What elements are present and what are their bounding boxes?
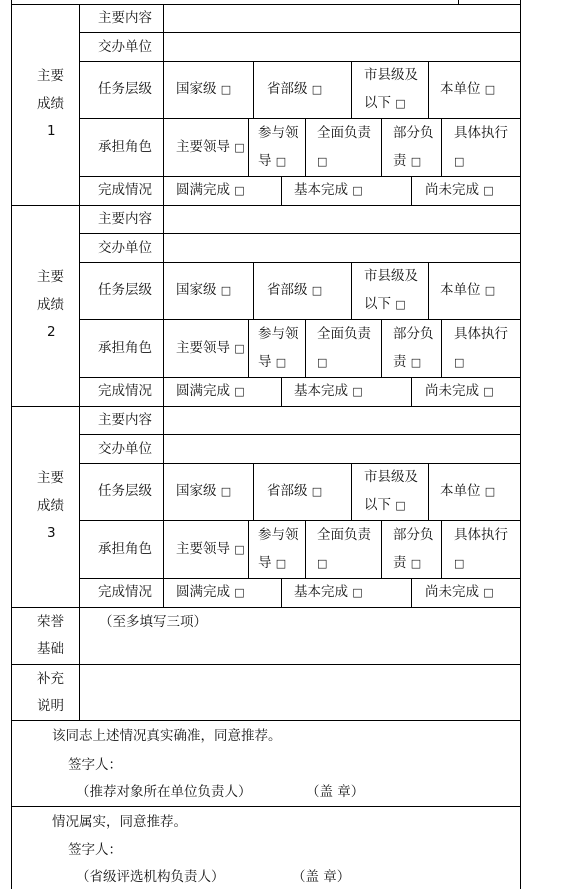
provincial-opinion-statement: [52, 813, 187, 831]
role-main-leader: [176, 138, 245, 157]
table-rule: [79, 118, 520, 119]
provincial-opinion-seal: [292, 868, 350, 886]
provincial-opinion-signer: [68, 841, 122, 859]
main-content-label-text: 主要内容: [98, 211, 152, 227]
table-rule: [163, 4, 164, 205]
level-own-unit: [440, 482, 495, 501]
checkbox[interactable]: □: [410, 557, 422, 570]
role-co-leader-line2: [258, 152, 286, 171]
unit-opinion-statement-text: 该同志上述情况真实确准，同意推荐。: [52, 728, 282, 744]
role-partial-responsible-line1-text: 部分负: [393, 326, 434, 342]
table-rule: [79, 61, 520, 62]
role-co-leader-line1: [258, 124, 299, 142]
checkbox[interactable]: □: [352, 184, 363, 197]
checkbox[interactable]: □: [234, 385, 245, 398]
completion-not-yet: [425, 382, 494, 401]
role-co-leader-line2-text: 导: [258, 354, 272, 370]
task-level-label-text: 任务层级: [98, 483, 152, 499]
section-title-line1-text: 主要: [37, 68, 64, 84]
role-executor: [454, 325, 508, 343]
section-number-text: 1: [47, 123, 56, 139]
section-number: [47, 524, 56, 542]
provincial-opinion-role-text: （省级评选机构负责人）: [76, 869, 225, 885]
level-city-county-line1-text: 市县级及: [364, 67, 418, 83]
table-rule: [428, 61, 429, 118]
checkbox[interactable]: □: [220, 485, 232, 498]
role-partial-responsible-line2-text: 责: [393, 354, 407, 370]
assigning-unit-label: [98, 239, 152, 257]
level-provincial: [267, 482, 322, 501]
role-co-leader-line1-text: 参与领: [258, 527, 299, 543]
section-number: [47, 122, 56, 140]
unit-opinion-statement: [52, 727, 282, 745]
section-title-line1-text: 主要: [37, 269, 64, 285]
role-co-leader-line2-text: 导: [258, 153, 272, 169]
role-label: [98, 540, 152, 558]
level-own-unit-text: 本单位: [440, 81, 481, 97]
level-national-text: 国家级: [176, 81, 217, 97]
table-rule: [79, 262, 520, 263]
checkbox[interactable]: □: [483, 184, 494, 197]
completion-not-yet-text: 尚未完成: [425, 182, 479, 198]
role-main-leader-text: 主要领导: [176, 541, 230, 557]
table-rule: [281, 377, 282, 406]
role-executor: [454, 526, 508, 544]
checkbox[interactable]: □: [311, 83, 323, 96]
table-rule: [381, 520, 382, 578]
section-title-line2-text: 成绩: [37, 498, 64, 514]
role-partial-responsible-line1-text: 部分负: [393, 527, 434, 543]
honor-label-line2: [37, 640, 64, 658]
role-co-leader-line1: [258, 325, 299, 343]
section-title-line2-text: 成绩: [37, 96, 64, 112]
assigning-unit-label-text: 交办单位: [98, 441, 152, 457]
table-rule: [248, 118, 249, 176]
table-rule: [305, 319, 306, 377]
task-level-label: [98, 482, 152, 500]
table-rule: [381, 118, 382, 176]
completion-not-yet: [425, 583, 494, 602]
role-co-leader-line1-text: 参与领: [258, 326, 299, 342]
unit-opinion-role-text: （推荐对象所在单位负责人）: [76, 784, 252, 800]
checkbox[interactable]: □: [454, 557, 465, 570]
checkbox[interactable]: □: [484, 83, 496, 96]
role-partial-responsible-line1: [393, 526, 434, 544]
supplement-label-line1: [37, 670, 64, 688]
supplement-label-line2-text: 说明: [37, 698, 64, 714]
table-rule: [428, 463, 429, 520]
table-rule: [281, 176, 282, 205]
table-rule: [281, 578, 282, 607]
table-rule: [411, 578, 412, 607]
table-rule: [163, 205, 164, 406]
unit-opinion-role: [76, 783, 252, 801]
level-city-county-line2-text: 以下: [364, 296, 391, 312]
checkbox[interactable]: □: [220, 83, 232, 96]
checkbox[interactable]: □: [234, 543, 245, 556]
main-content-label: [98, 210, 152, 228]
level-city-county-line1: [364, 66, 418, 84]
table-rule: [11, 0, 12, 889]
table-rule: [305, 118, 306, 176]
completion-label-text: 完成情况: [98, 182, 152, 198]
level-national-text: 国家级: [176, 282, 217, 298]
level-provincial-text: 省部级: [267, 81, 308, 97]
completion-basic-text: 基本完成: [294, 383, 348, 399]
unit-opinion-signer-text: 签字人：: [68, 757, 122, 773]
section-number-text: 3: [47, 525, 56, 541]
completion-basic-text: 基本完成: [294, 182, 348, 198]
completion-label: [98, 382, 152, 400]
table-rule: [411, 377, 412, 406]
section-title-line2: [37, 497, 64, 515]
honor-note: [99, 613, 207, 631]
task-level-label: [98, 80, 152, 98]
level-own-unit-text: 本单位: [440, 483, 481, 499]
task-level-label-text: 任务层级: [98, 81, 152, 97]
role-co-leader-line2: [258, 353, 286, 372]
checkbox[interactable]: □: [234, 184, 245, 197]
role-main-leader: [176, 339, 245, 358]
table-rule: [79, 205, 80, 406]
level-provincial-text: 省部级: [267, 282, 308, 298]
level-city-county-line1: [364, 468, 418, 486]
checkbox[interactable]: □: [484, 485, 496, 498]
checkbox[interactable]: □: [352, 385, 363, 398]
role-label-text: 承担角色: [98, 139, 152, 155]
section-title-line2-text: 成绩: [37, 297, 64, 313]
table-rule: [248, 520, 249, 578]
assigning-unit-label: [98, 440, 152, 458]
level-provincial: [267, 80, 322, 99]
level-own-unit: [440, 80, 495, 99]
role-executor-text: 具体执行: [454, 527, 508, 543]
table-rule: [441, 520, 442, 578]
table-rule: [520, 0, 521, 889]
role-partial-responsible-line2: [393, 353, 421, 372]
table-rule: [79, 176, 520, 177]
completion-perfect-text: 圆满完成: [176, 584, 230, 600]
table-rule: [248, 319, 249, 377]
role-overall-responsible: [317, 526, 371, 544]
assigning-unit-label-text: 交办单位: [98, 240, 152, 256]
level-national: [176, 281, 231, 300]
role-partial-responsible-line1: [393, 124, 434, 142]
level-national: [176, 80, 231, 99]
level-provincial-text: 省部级: [267, 483, 308, 499]
completion-label-text: 完成情况: [98, 584, 152, 600]
role-partial-responsible-line2: [393, 152, 421, 171]
role-label: [98, 138, 152, 156]
honor-note-text: （至多填写三项）: [99, 614, 207, 630]
checkbox[interactable]: □: [234, 342, 245, 355]
completion-perfect: [176, 181, 245, 200]
table-rule: [253, 61, 254, 118]
honor-label-line2-text: 基础: [37, 641, 64, 657]
table-rule: [79, 578, 520, 579]
role-co-leader-line1: [258, 526, 299, 544]
level-provincial: [267, 281, 322, 300]
provincial-opinion-signer-text: 签字人：: [68, 842, 122, 858]
role-executor: [454, 124, 508, 142]
role-overall-responsible-text: 全面负责: [317, 527, 371, 543]
table-rule: [11, 205, 520, 206]
table-rule: [79, 434, 520, 435]
table-rule: [381, 319, 382, 377]
completion-basic: [294, 583, 363, 602]
checkbox[interactable]: □: [454, 155, 465, 168]
unit-opinion-seal-text: （盖 章）: [306, 784, 365, 800]
role-main-leader-text: 主要领导: [176, 139, 230, 155]
completion-label-text: 完成情况: [98, 383, 152, 399]
checkbox[interactable]: □: [395, 298, 406, 311]
table-rule: [79, 463, 520, 464]
level-own-unit: [440, 281, 495, 300]
level-own-unit-text: 本单位: [440, 282, 481, 298]
level-city-county-line2: [364, 496, 406, 515]
level-national-text: 国家级: [176, 483, 217, 499]
level-city-county-line1-text: 市县级及: [364, 469, 418, 485]
supplement-label-line2: [37, 697, 64, 715]
checkbox[interactable]: □: [275, 155, 287, 168]
completion-basic-text: 基本完成: [294, 584, 348, 600]
table-rule: [11, 406, 520, 407]
table-rule: [79, 406, 80, 607]
provincial-opinion-role: [76, 868, 225, 886]
completion-basic: [294, 382, 363, 401]
main-content-label: [98, 411, 152, 429]
task-level-label: [98, 281, 152, 299]
table-rule: [163, 406, 164, 607]
completion-not-yet: [425, 181, 494, 200]
table-rule: [79, 4, 80, 205]
table-rule: [253, 262, 254, 319]
table-rule: [253, 463, 254, 520]
role-label-text: 承担角色: [98, 541, 152, 557]
role-executor-text: 具体执行: [454, 125, 508, 141]
checkbox[interactable]: □: [275, 557, 287, 570]
section-title-line1: [37, 67, 64, 85]
table-rule: [11, 806, 520, 807]
checkbox[interactable]: □: [317, 557, 328, 570]
table-rule: [11, 664, 520, 665]
honor-label-line1-text: 荣誉: [37, 614, 64, 630]
checkbox[interactable]: □: [275, 356, 287, 369]
role-label-text: 承担角色: [98, 340, 152, 356]
table-rule: [79, 32, 520, 33]
assigning-unit-label: [98, 38, 152, 56]
checkbox[interactable]: □: [234, 586, 245, 599]
main-content-label-text: 主要内容: [98, 10, 152, 26]
completion-perfect-text: 圆满完成: [176, 383, 230, 399]
table-rule: [441, 118, 442, 176]
provincial-opinion-seal-text: （盖 章）: [292, 869, 351, 885]
checkbox[interactable]: □: [395, 97, 406, 110]
role-partial-responsible-line2-text: 责: [393, 153, 407, 169]
main-content-label: [98, 9, 152, 27]
checkbox[interactable]: □: [220, 284, 232, 297]
table-rule: [11, 607, 520, 608]
checkbox[interactable]: □: [317, 155, 328, 168]
supplement-label-line1-text: 补充: [37, 671, 64, 687]
role-co-leader-line2-text: 导: [258, 555, 272, 571]
checkbox[interactable]: □: [317, 356, 328, 369]
table-rule: [351, 61, 352, 118]
level-national: [176, 482, 231, 501]
completion-perfect-text: 圆满完成: [176, 182, 230, 198]
unit-opinion-signer: [68, 756, 122, 774]
level-city-county-line2-text: 以下: [364, 497, 391, 513]
role-overall-responsible-text: 全面负责: [317, 125, 371, 141]
checkbox[interactable]: □: [352, 586, 363, 599]
unit-opinion-seal: [306, 783, 364, 801]
section-number-text: 2: [47, 324, 56, 340]
checkbox[interactable]: □: [483, 586, 494, 599]
role-co-leader-line2: [258, 554, 286, 573]
completion-label: [98, 583, 152, 601]
level-city-county-line2: [364, 295, 406, 314]
task-level-label-text: 任务层级: [98, 282, 152, 298]
completion-label: [98, 181, 152, 199]
role-overall-responsible: [317, 124, 371, 142]
table-rule: [428, 262, 429, 319]
main-content-label-text: 主要内容: [98, 412, 152, 428]
role-label: [98, 339, 152, 357]
completion-basic: [294, 181, 363, 200]
table-rule: [79, 377, 520, 378]
table-rule: [11, 720, 520, 721]
checkbox[interactable]: □: [483, 385, 494, 398]
section-number: [47, 323, 56, 341]
role-partial-responsible-line2: [393, 554, 421, 573]
level-city-county-line1-text: 市县级及: [364, 268, 418, 284]
checkbox[interactable]: □: [484, 284, 496, 297]
checkbox[interactable]: □: [395, 499, 406, 512]
completion-not-yet-text: 尚未完成: [425, 584, 479, 600]
section-title-line2: [37, 296, 64, 314]
checkbox[interactable]: □: [454, 356, 465, 369]
checkbox[interactable]: □: [311, 485, 323, 498]
table-rule: [79, 319, 520, 320]
checkbox[interactable]: □: [410, 356, 422, 369]
table-rule: [351, 463, 352, 520]
table-rule: [79, 233, 520, 234]
role-executor-text: 具体执行: [454, 326, 508, 342]
role-co-leader-line1-text: 参与领: [258, 125, 299, 141]
completion-perfect: [176, 382, 245, 401]
role-partial-responsible-line1: [393, 325, 434, 343]
section-title-line1: [37, 268, 64, 286]
section-title-line1-text: 主要: [37, 470, 64, 486]
table-rule: [441, 319, 442, 377]
role-overall-responsible: [317, 325, 371, 343]
checkbox[interactable]: □: [410, 155, 422, 168]
checkbox[interactable]: □: [311, 284, 323, 297]
role-overall-responsible-text: 全面负责: [317, 326, 371, 342]
section-title-line2: [37, 95, 64, 113]
provincial-opinion-statement-text: 情况属实，同意推荐。: [52, 814, 187, 830]
table-rule: [411, 176, 412, 205]
checkbox[interactable]: □: [234, 141, 245, 154]
table-rule: [11, 4, 520, 5]
role-partial-responsible-line1-text: 部分负: [393, 125, 434, 141]
section-title-line1: [37, 469, 64, 487]
completion-perfect: [176, 583, 245, 602]
role-partial-responsible-line2-text: 责: [393, 555, 407, 571]
completion-not-yet-text: 尚未完成: [425, 383, 479, 399]
level-city-county-line1: [364, 267, 418, 285]
level-city-county-line2: [364, 94, 406, 113]
honor-label-line1: [37, 613, 64, 631]
role-main-leader-text: 主要领导: [176, 340, 230, 356]
level-city-county-line2-text: 以下: [364, 95, 391, 111]
table-rule: [79, 520, 520, 521]
assigning-unit-label-text: 交办单位: [98, 39, 152, 55]
role-main-leader: [176, 540, 245, 559]
table-rule: [351, 262, 352, 319]
table-rule: [305, 520, 306, 578]
